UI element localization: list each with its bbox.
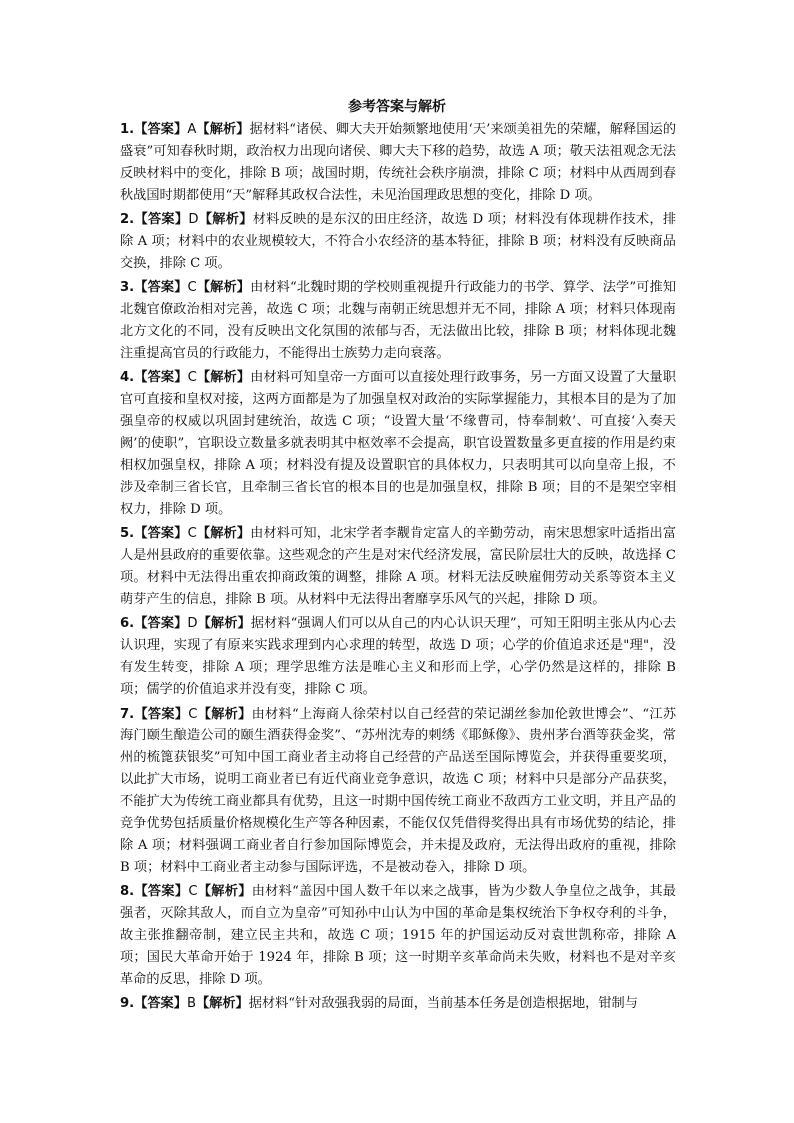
answer-letter: D <box>188 212 199 228</box>
answer-letter: D <box>187 616 198 632</box>
answer-tag: 【答案】 <box>134 996 187 1012</box>
answer-item-3 <box>120 277 676 365</box>
analysis-text: 由材料可知，北宋学者李觏肯定富人的辛勤劳动，南宋思想家叶适指出富人是州县政府的重要依靠。这些观念的产生是对宋代经济发展，富民阶层壮大的反映，故选择 C 项。材料中无法得出重农抑商政策的调整，排除 A 项。材料无法反映雇佣劳动关系等资本主义萌芽产生的信息，排除 B 项。从材料中无法得出奢靡享乐风气的兴起，排除 D 项。 <box>120 526 677 608</box>
analysis-text: 据材料“诸侯、卿大夫开始频繁地使用‘天’来颂美祖先的荣耀，解释国运的盛衰”可知春秋时期，政治权力出现向诸侯、卿大夫下移的趋势，故选 A 项；敬天法祖观念无法反映材料中的变化，排除 B 项；战国时期，传统社会秩序崩溃，排除 C 项；材料中从西周到春秋战国时期都使用“天”解释其政权合法性，未见治国理政思想的变化，排除 D 项。 <box>120 122 677 203</box>
item-number: 4. <box>120 370 135 386</box>
answer-letter: C <box>187 526 197 542</box>
answer-item-8 <box>120 881 676 991</box>
item-number: 9. <box>120 996 135 1012</box>
answer-item-9 <box>120 993 676 1015</box>
page-title: 参考答案与解析 <box>348 99 446 115</box>
answer-letter: C <box>187 370 197 386</box>
analysis-tag: 【解析】 <box>196 370 251 386</box>
analysis-tag: 【解析】 <box>197 884 252 900</box>
answer-tag: 【答案】 <box>134 212 189 228</box>
item-number: 6. <box>120 616 135 632</box>
analysis-tag: 【解析】 <box>198 212 253 228</box>
analysis-text: 据材料“强调人们可以从自己的内心认识天理”，可知王阳明主张从内心去认识理，实现了有原来实践求理到内心求理的转型，故选 D 项；心学的价值追求还是"理"，没有发生转变，排除 A 项；理学思维方法是唯心主义和形而上学，心学仍然是这样的，排除 B 项；儒学的价值追求并没有变，排除 C 项。 <box>120 616 677 698</box>
answer-item-1 <box>120 119 676 207</box>
answer-letter: C <box>187 280 197 296</box>
analysis-tag: 【解析】 <box>196 526 251 542</box>
analysis-text: 据材料“针对敌强我弱的局面，当前基本任务是创造根据地，钳制与 <box>248 996 638 1012</box>
answer-tag: 【答案】 <box>134 706 189 722</box>
answer-tag: 【答案】 <box>134 280 188 296</box>
answer-tag: 【答案】 <box>134 616 188 632</box>
analysis-text: 材料反映的是东汉的田庄经济，故选 D 项；材料没有体现耕作技术，排除 A 项；材料中的农业规模较大，不符合小农经济的基本特征，排除 B 项；材料没有反映商品交换，排除 C 项。 <box>120 212 677 271</box>
answer-item-7 <box>120 704 676 879</box>
analysis-text: 由材料“上海商人徐荣村以自己经营的荣记湖丝参加伦敦世博会”、“江苏海门颐生酿造公司的颐生酒获得金奖”、“苏州沈寿的刺绣《耶稣像》、贵州茅台酒等获金奖，常州的梳篦获银奖”可知中国工商业者主动将自己经营的产品送至国际博览会，并获得重要奖项，以此扩大市场，说明工商业者已有近代商业竞争意识，故选 C 项；材料中只是部分产品获奖，不能扩大为传统工商业都具有优势，且这一时期中国传统工商业不敌西方工业文明，并且产品的竞争优势包括质量价格规模化生产等各种因素，不能仅仅凭借得奖得出具有市场优势的结论，排除 A 项；材料强调工商业者自行参加国际博览会，并未提及政府，无法得出政府的重视，排除 B 项；材料中工商业者主动参与国际评选，不是被动卷入，排除 D 项。 <box>120 706 677 875</box>
analysis-tag: 【解析】 <box>197 706 252 722</box>
analysis-tag: 【解析】 <box>196 280 251 296</box>
answer-item-2 <box>120 209 676 275</box>
analysis-text: 由材料“盖因中国人数千年以来之战事，皆为少数人争皇位之战争，其最强者，灭除其敌人，而自立为皇帝”可知孙中山认为中国的革命是集权统治下争权夺利的斗争，故主张推翻帝制，建立民主共和，故选 C 项；1915 年的护国运动反对袁世凯称帝，排除 A 项；国民大革命开始于 1924 年，排除 B 项；这一时期辛亥革命尚未失败，材料也不是对辛亥革命的反思，排除 D 项。 <box>120 884 676 987</box>
answer-letter: B <box>186 996 196 1012</box>
answer-tag: 【答案】 <box>134 884 189 900</box>
analysis-text: 由材料“北魏时期的学校则重视提升行政能力的书学、算学、法学”可推知北魏官僚政治相对完善，故选 C 项；北魏与南朝正统思想并无不同，排除 A 项；材料只体现南北方文化的不同，没有反映出文化氛围的浓郁与否，无法做出比较，排除 B 项；材料体现北魏注重提高官员的行政能力，不能得出士族势力走向衰落。 <box>120 280 677 362</box>
answer-tag: 【答案】 <box>134 122 188 137</box>
answer-letter: C <box>188 884 198 900</box>
answer-item-5 <box>120 523 676 611</box>
analysis-tag: 【解析】 <box>196 122 250 137</box>
item-number: 1. <box>120 122 135 137</box>
answer-list <box>120 119 676 1018</box>
item-number: 5. <box>120 526 135 542</box>
answer-letter: C <box>188 706 198 722</box>
item-number: 7. <box>120 706 135 722</box>
item-number: 3. <box>120 280 135 296</box>
answer-tag: 【答案】 <box>134 526 188 542</box>
analysis-tag: 【解析】 <box>196 996 249 1012</box>
analysis-text: 由材料可知皇帝一方面可以直接处理行政事务，另一方面又设置了大量职官可直接和皇权对接，这两方面都是为了加强皇权对政治的实际掌握能力，其根本目的是为了加强皇帝的权威以巩固封建统治，故选 C 项；“设置大量‘不缘曹司，恃奉制敕’、可直接‘入奏天阙’的使职”，官职设立数量多就表明其中枢效率不会提高，职官设置数量多更直接的作用是约束相权加强皇权，排除 A 项；材料没有提及设置职官的具体权力，只表明其可以向皇帝上报，不涉及牵制三省长官，且牵制三省长官的根本目的也是加强皇权，排除 B 项；目的不是架空宰相权力，排除 D 项。 <box>120 370 677 517</box>
answer-item-6 <box>120 613 676 701</box>
item-number: 2. <box>120 212 135 228</box>
item-number: 8. <box>120 884 135 900</box>
analysis-tag: 【解析】 <box>197 616 251 632</box>
answer-item-4 <box>120 367 676 520</box>
answer-letter: A <box>187 122 197 137</box>
answer-tag: 【答案】 <box>134 370 188 386</box>
